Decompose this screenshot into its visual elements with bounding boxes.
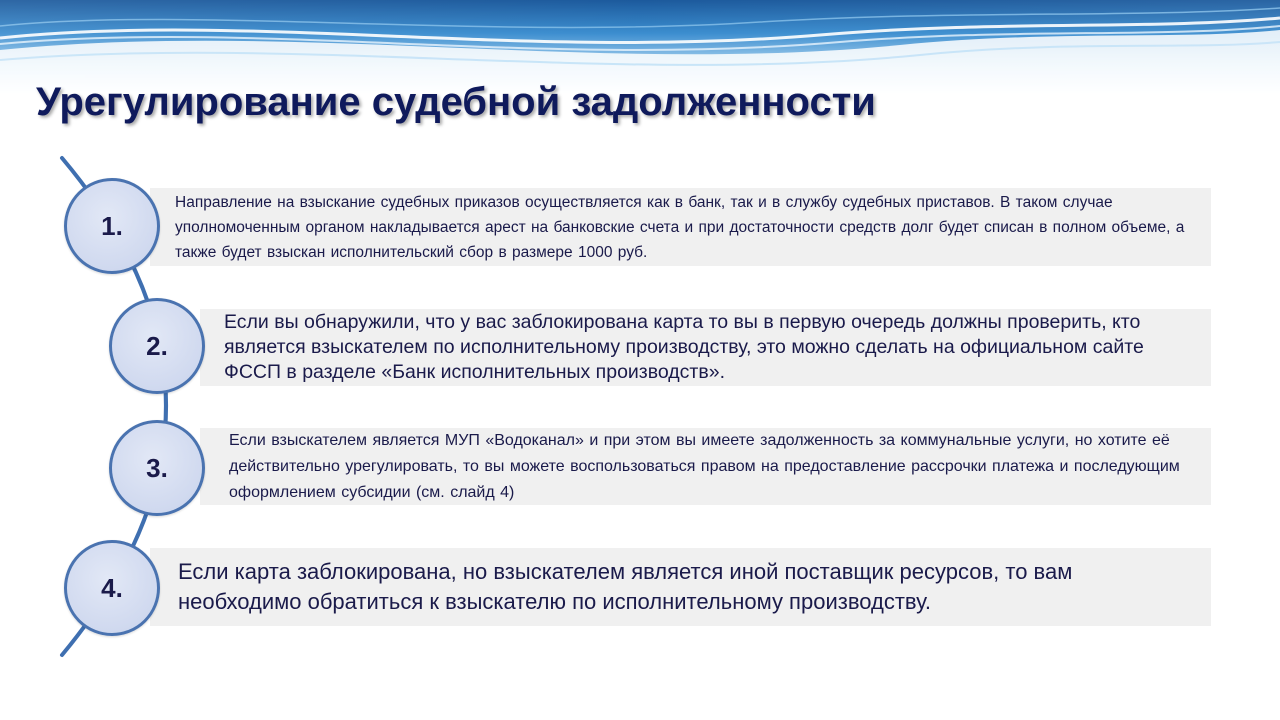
step-1-number-circle: [64, 178, 160, 274]
step-2-number: 2.: [146, 330, 168, 361]
step-3-text-box: [200, 428, 1211, 505]
step-4-text: Если карта заблокирована, но взыскателем является иной поставщик ресурсов, то вам необходимо обратиться к взыскателю по исполнительному производству.: [178, 559, 1073, 614]
step-2-text: Если вы обнаружили, что у вас заблокирована карта то вы в первую очередь должны проверить, кто является взыскателем по исполнительному производству, это можно сделать на официальном сайте ФССП в разделе «Банк исполнительных производств».: [224, 311, 1144, 383]
step-3-number: 3.: [146, 452, 168, 483]
step-2-text-box: [200, 309, 1211, 386]
step-4-number-circle: [64, 540, 160, 636]
step-2-number-circle: [109, 298, 205, 394]
slide-title: Урегулирование судебной задолженности: [36, 80, 876, 124]
step-4-number: 4.: [101, 572, 123, 603]
step-3-text: Если взыскателем является МУП «Водоканал» и при этом вы имеете задолженность за коммунальные услуги, но хотите её действительно урегулировать, то вы можете воспользоваться правом на предоставление рассрочки платежа и последующим оформлением субсидии (см. слайд 4): [229, 431, 1180, 501]
step-1-text: Направление на взыскание судебных приказов осуществляется как в банк, так и в службу судебных приставов. В таком случае уполномоченным органом накладывается арест на банковские счета и при достаточности средств долг будет списан в полном объеме, а также будет взыскан исполнительский сбор в размере 1000 руб.: [175, 193, 1185, 261]
step-3-number-circle: [109, 420, 205, 516]
step-1-number: 1.: [101, 210, 123, 241]
step-1-text-box: [150, 188, 1211, 266]
step-4-text-box: [150, 548, 1211, 626]
